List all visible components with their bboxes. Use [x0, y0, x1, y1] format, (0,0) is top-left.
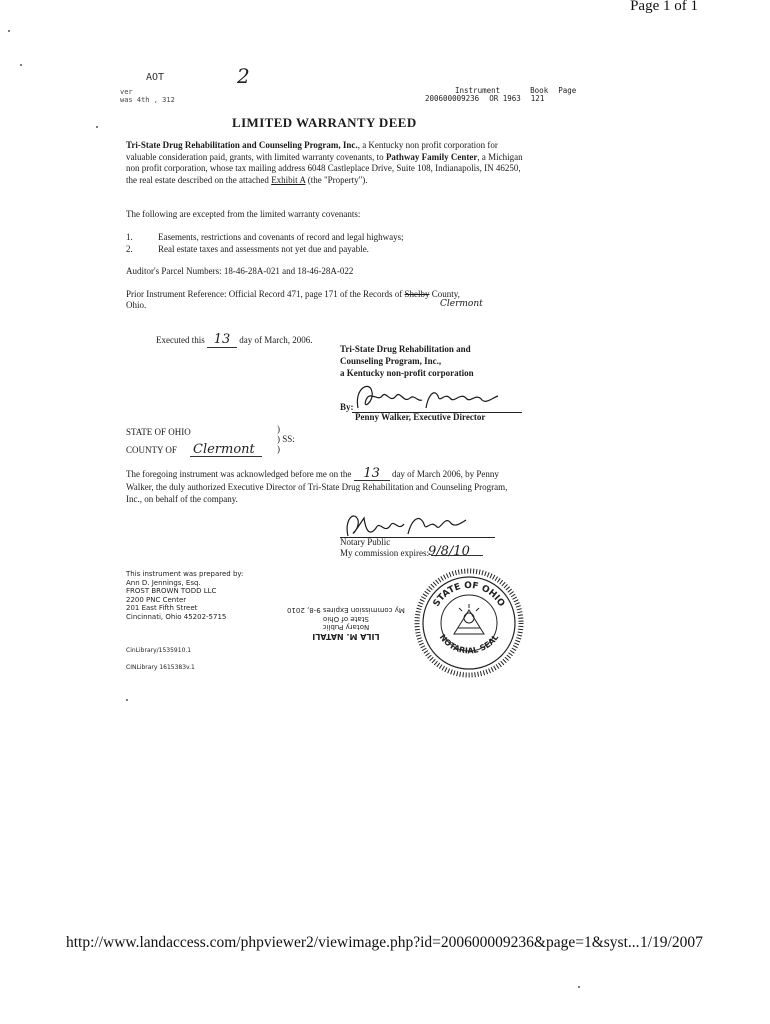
exception-number: 1.: [126, 232, 133, 242]
recording-info: [425, 87, 576, 103]
executed-line: [156, 332, 312, 348]
notary-stamp-mirrored: [287, 606, 405, 640]
grantor-sig-line3: a Kentucky non-profit corporation: [340, 368, 474, 378]
parcel-numbers: Auditor's Parcel Numbers: 18-46-28A-021 and 18-46-28A-022: [126, 266, 354, 276]
stamp-line: State of Ohio: [322, 615, 369, 623]
venue-state: STATE OF OHIO: [126, 427, 191, 437]
bracket-ss: ) SS:: [277, 434, 295, 444]
recording-book: OR 1963: [489, 94, 521, 103]
stamp-line: My commission Expires 9-8, 2010: [287, 606, 405, 615]
preparer-line: Ann D. Jennings, Esq.: [126, 578, 201, 587]
seal-text-outer: NOTARIAL SEAL: [437, 632, 501, 656]
grantee-name: Pathway Family Center: [385, 151, 478, 162]
ack-text-2: day of March 2006, by Penny Walker, the duly authorized Executive Director of Tri-State Drug Rehabilitation and Counseling Program, Inc., on behalf of the company.: [126, 469, 508, 504]
preparer-line: FROST BROWN TODD LLC: [126, 587, 217, 596]
bracket: ): [277, 424, 280, 434]
library-reference: CINLibrary 1615383v.1: [126, 664, 195, 671]
commission-expires-handwritten: 9/8/10: [428, 544, 470, 559]
executed-day: 13: [207, 332, 237, 348]
deed-title: LIMITED WARRANTY DEED: [232, 115, 417, 130]
scribble-mark: AOT: [146, 72, 165, 83]
recording-header-book: Book: [530, 86, 549, 95]
seal-emblem: [454, 604, 484, 634]
handwritten-number: 2: [237, 64, 250, 88]
faint-recorder-text: ver was 4th , 312: [120, 88, 175, 104]
preparer-block: [126, 570, 243, 622]
by-label: By:: [340, 402, 354, 412]
ack-day: 13: [354, 468, 390, 481]
grantor-name: Tri-State Drug Rehabilitation and Counseling Program, Inc.: [126, 140, 358, 150]
executed-text: Executed this: [156, 335, 205, 345]
stamp-line: LILA M. NATALI: [312, 632, 380, 641]
stamp-line: Notary Public: [322, 623, 370, 632]
exception-text: Real estate taxes and assessments not yet due and payable.: [158, 244, 369, 254]
scan-speck: [96, 126, 98, 128]
recording-header-instrument: Instrument: [455, 86, 501, 95]
seal-text-state: STATE OF OHIO: [431, 580, 507, 609]
prior-instrument-reference: [126, 289, 460, 311]
exception-number: 2.: [126, 244, 133, 254]
county-handwritten: Clermont: [193, 442, 255, 457]
grantor-signature-block: [340, 343, 474, 379]
bracket: ): [277, 444, 280, 454]
grantor-sig-line2: Counseling Program, Inc.,: [340, 356, 442, 366]
venue-block: [126, 426, 191, 456]
grant-text-3: (the "Property").: [305, 174, 368, 185]
county-underline: [190, 456, 262, 457]
ss-brackets: [277, 424, 295, 454]
recording-header-page: Page: [558, 86, 577, 95]
scan-speck: [578, 986, 580, 988]
exceptions-intro: The following are excepted from the limited warranty covenants:: [126, 209, 361, 219]
venue-county-label: COUNTY OF: [126, 445, 177, 455]
grant-text-2: , a Michigan non profit corporation, whose tax mailing address 6048 Castleplace Drive, Suite 108, Indianapolis, IN 46250, the real estate described on the attached: [126, 151, 523, 185]
footer-url: http://www.landaccess.com/phpviewer2/viewimage.php?id=200600009236&page=1&syst...: [66, 934, 640, 951]
preparer-line: 2200 PNC Center: [126, 595, 187, 604]
grant-paragraph: [126, 140, 524, 186]
recording-instrument-number: 200600009236: [425, 94, 480, 103]
prior-ref-state: Ohio.: [126, 300, 147, 310]
footer-date: 1/19/2007: [640, 934, 703, 951]
preparer-line: This instrument was prepared by:: [126, 570, 244, 578]
signer-name-title: Penny Walker, Executive Director: [355, 412, 486, 422]
scan-speck: [126, 699, 128, 701]
acknowledgment-paragraph: [126, 468, 524, 505]
executed-date-text: day of March, 2006.: [239, 335, 313, 345]
page-indicator: Page 1 of 1: [630, 0, 698, 14]
commission-text: My commission expires:: [340, 548, 429, 558]
prior-ref-handwritten: Clermont: [440, 299, 483, 309]
grantor-sig-line1: Tri-State Drug Rehabilitation and: [340, 344, 471, 354]
exception-text: Easements, restrictions and covenants of record and legal highways;: [158, 232, 404, 242]
scan-speck: [8, 30, 10, 32]
preparer-line: 201 East Fifth Street: [126, 604, 198, 613]
exhibit-reference: Exhibit A: [271, 174, 306, 185]
grant-text-1: , a Kentucky non profit corporation for valuable consideration paid, grants, with limited warranty covenants, to: [126, 140, 498, 162]
prior-ref-county: County,: [429, 289, 460, 299]
notarial-seal: [414, 568, 524, 678]
prior-ref-text: Prior Instrument Reference: Official Record 471, page 171 of the Records of: [126, 289, 405, 299]
prior-ref-struck: Shelby: [404, 289, 430, 299]
notary-label: Notary Public: [340, 537, 391, 547]
recording-page: 121: [530, 94, 545, 103]
preparer-line: Cincinnati, Ohio 45202-5715: [126, 612, 227, 621]
scan-speck: [20, 64, 22, 66]
library-reference: CinLibrary/1535910.1: [126, 647, 192, 654]
ack-text-1: The foregoing instrument was acknowledged before me on the: [126, 469, 352, 479]
